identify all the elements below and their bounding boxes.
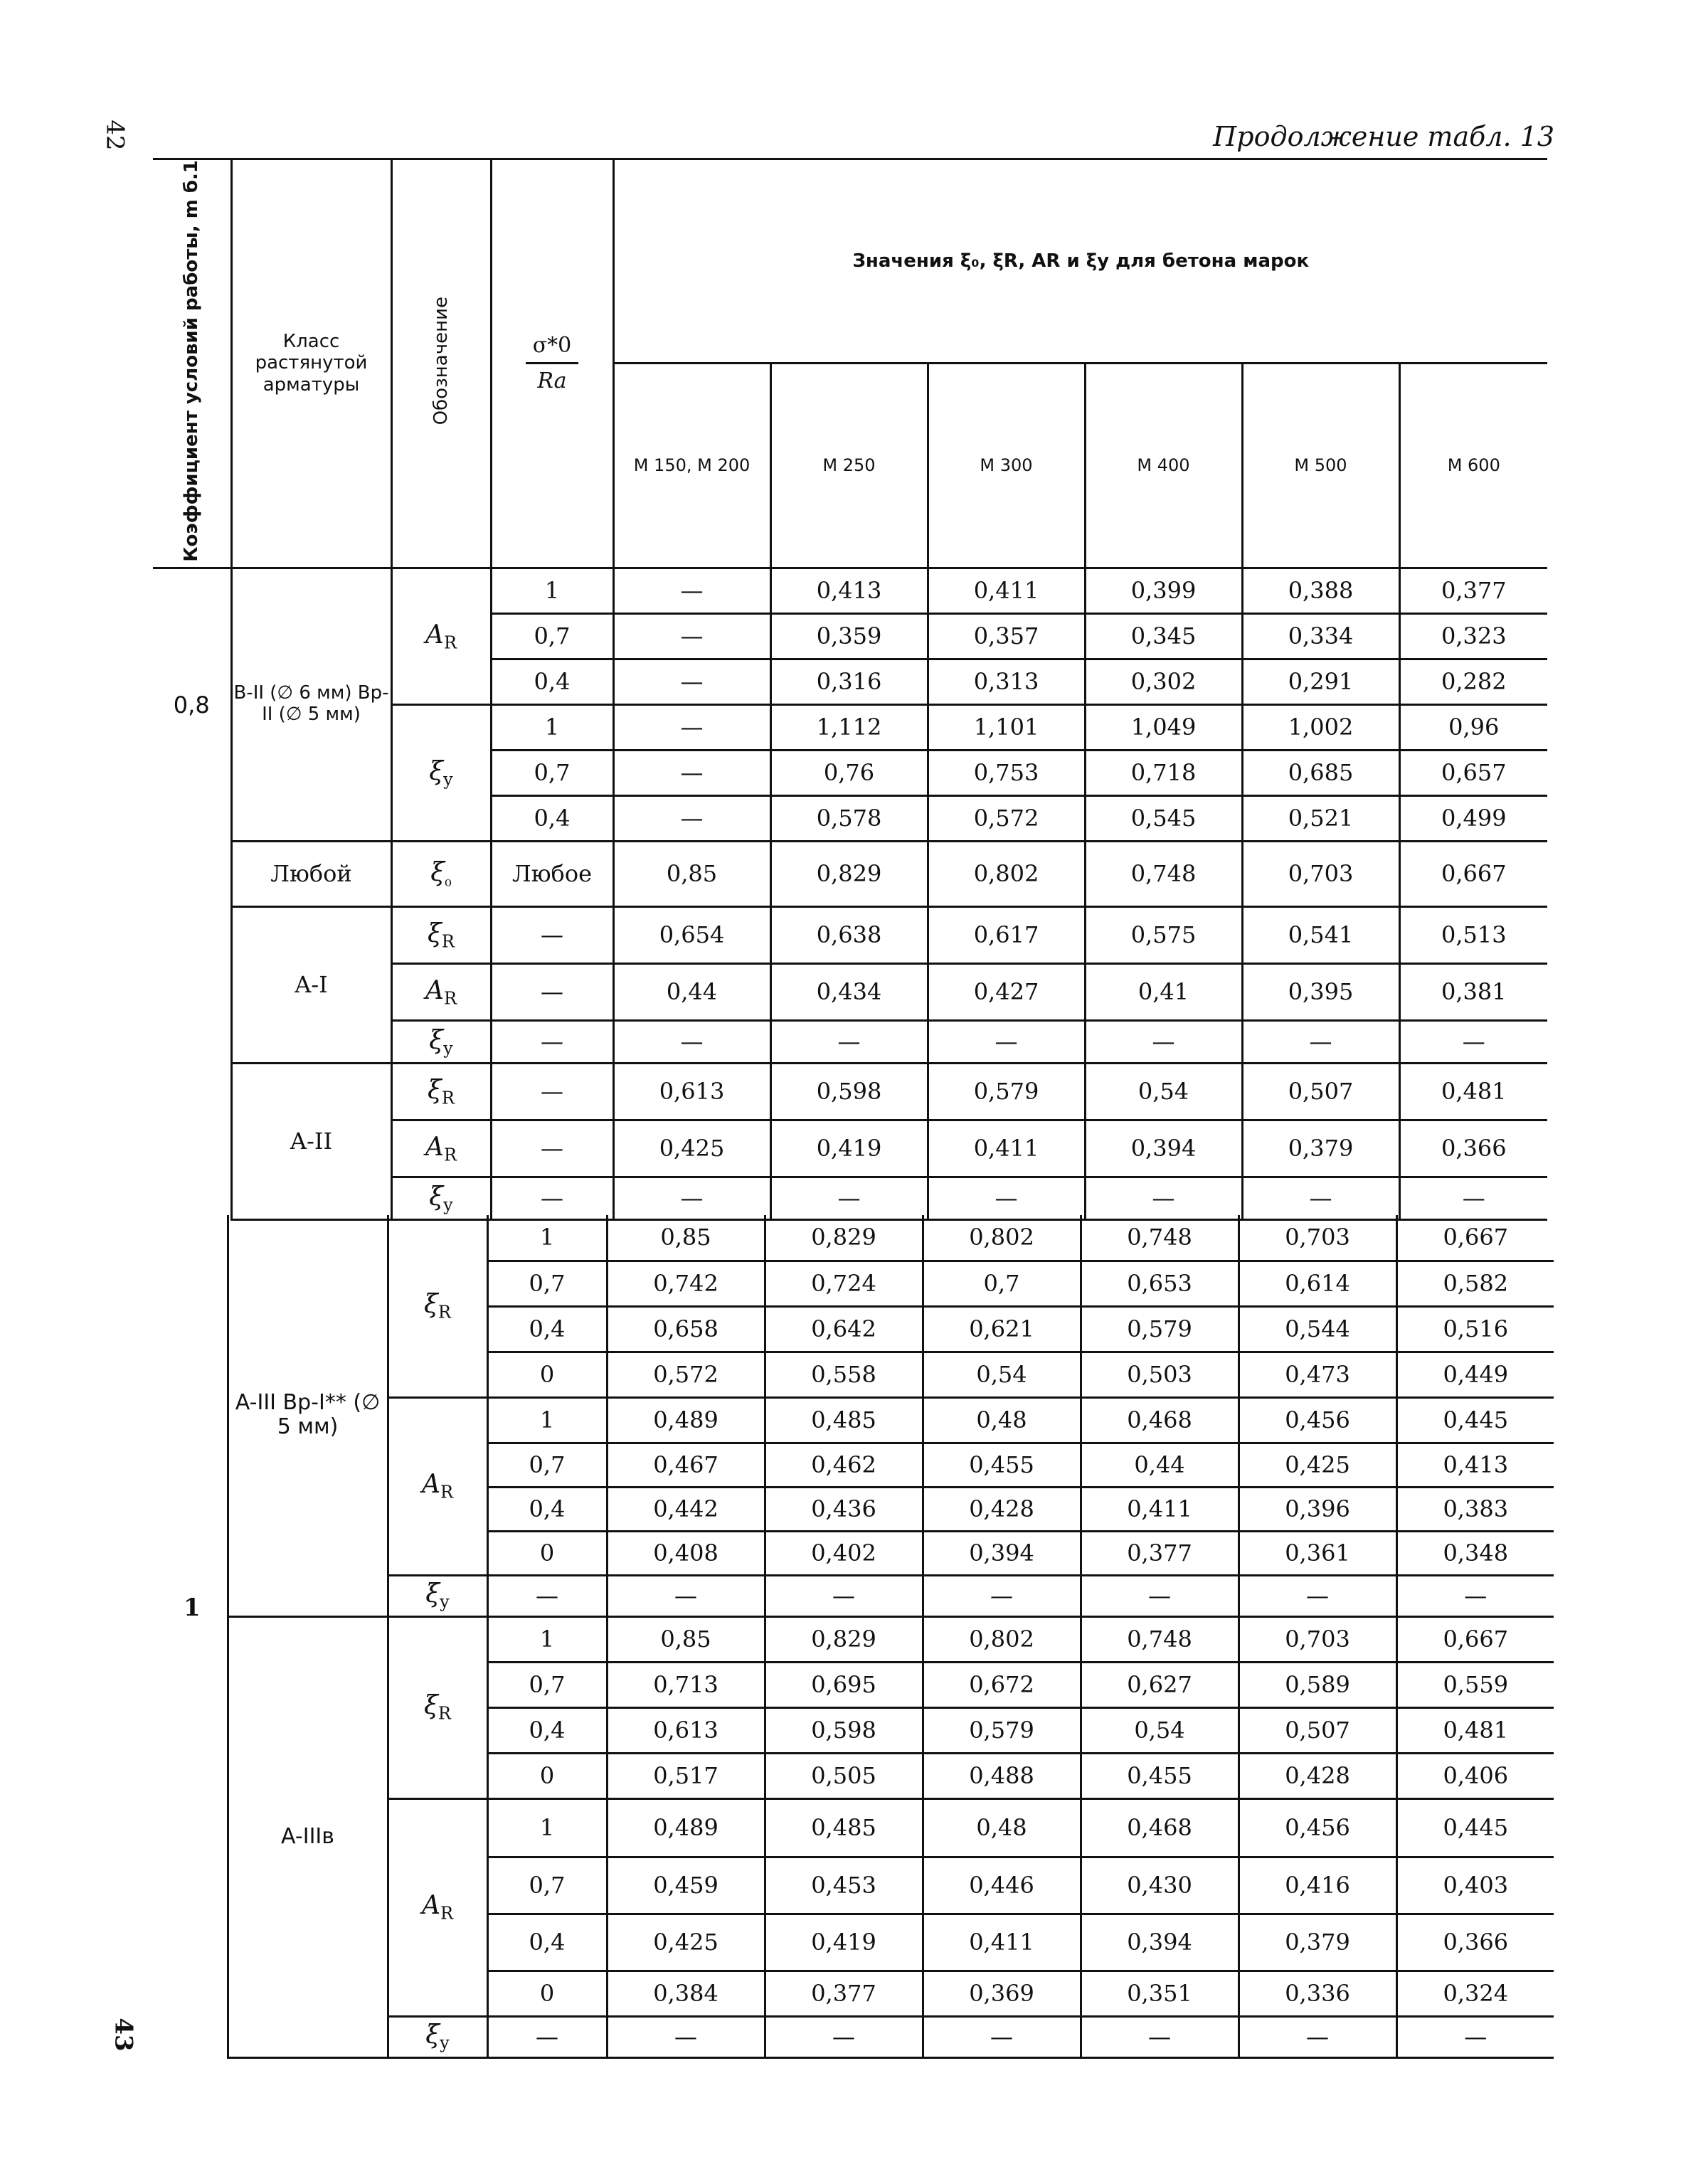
value-cell: 0,428 xyxy=(1239,1753,1396,1798)
value-cell: 0,802 xyxy=(923,1616,1081,1662)
value-cell: 0,442 xyxy=(607,1487,765,1531)
value-cell: 0,468 xyxy=(1081,1798,1239,1857)
value-cell: 0,425 xyxy=(613,1120,770,1177)
value-cell: 0,425 xyxy=(607,1914,765,1971)
value-cell: 0,667 xyxy=(1396,1215,1554,1261)
header-values: Значения ξ₀, ξR, AR и ξy для бетона марок xyxy=(613,159,1547,364)
value-cell: 0,724 xyxy=(765,1261,923,1306)
table-row xyxy=(228,1397,1554,1443)
value-cell: 0,403 xyxy=(1396,1857,1554,1914)
value-cell: — xyxy=(1081,2016,1239,2057)
header-designation: Обозначение xyxy=(391,159,491,568)
table-row xyxy=(228,1798,1554,1857)
value-cell: 0,334 xyxy=(1242,613,1399,659)
value-cell: 0,291 xyxy=(1242,659,1399,704)
value-cell: 0,657 xyxy=(1399,750,1547,795)
value-cell: 0,703 xyxy=(1239,1616,1396,1662)
value-cell: 0,598 xyxy=(765,1707,923,1753)
value-cell: — xyxy=(1081,1575,1239,1616)
value-cell: — xyxy=(613,795,770,841)
value-cell: 0,425 xyxy=(1239,1443,1396,1487)
ratio-cell: 0 xyxy=(487,1753,607,1798)
class-aiiib: A-IIIв xyxy=(228,1616,388,2057)
value-cell: — xyxy=(613,1177,770,1219)
value-cell: 0,485 xyxy=(765,1397,923,1443)
value-cell: 0,802 xyxy=(928,841,1085,906)
value-cell: 0,48 xyxy=(923,1397,1081,1443)
value-cell: 0,617 xyxy=(928,906,1085,963)
value-cell: — xyxy=(765,2016,923,2057)
value-cell: 0,384 xyxy=(607,1971,765,2016)
value-cell: 0,411 xyxy=(1081,1487,1239,1531)
value-cell: 0,54 xyxy=(1081,1707,1239,1753)
value-cell: 0,575 xyxy=(1085,906,1242,963)
designation-symbol: $A_R$ xyxy=(391,1120,491,1177)
value-cell: 1,002 xyxy=(1242,704,1399,750)
value-cell: 0,408 xyxy=(607,1531,765,1575)
value-cell: 0,742 xyxy=(607,1261,765,1306)
value-cell: 0,446 xyxy=(923,1857,1081,1914)
value-cell: 0,316 xyxy=(770,659,928,704)
value-cell: 0,44 xyxy=(613,963,770,1020)
class-aii: A-II xyxy=(231,1063,391,1219)
value-cell: 0,614 xyxy=(1239,1261,1396,1306)
value-cell: 0,481 xyxy=(1396,1707,1554,1753)
ratio-cell: 0,4 xyxy=(487,1914,607,1971)
grade-m600: М 600 xyxy=(1399,364,1547,568)
value-cell: 0,428 xyxy=(923,1487,1081,1531)
value-cell: — xyxy=(613,750,770,795)
value-cell: 1,101 xyxy=(928,704,1085,750)
grade-m500: М 500 xyxy=(1242,364,1399,568)
designation-symbol: $\xi_y$ xyxy=(391,1177,491,1219)
value-cell: 0,85 xyxy=(607,1215,765,1261)
table-part-1 xyxy=(153,158,1547,1221)
value-cell: 0,323 xyxy=(1399,613,1547,659)
ratio-cell: — xyxy=(487,1575,607,1616)
value-cell: 0,481 xyxy=(1399,1063,1547,1120)
value-cell: 0,516 xyxy=(1396,1306,1554,1352)
value-cell: 0,489 xyxy=(607,1798,765,1857)
value-cell: 0,313 xyxy=(928,659,1085,704)
value-cell: 0,541 xyxy=(1242,906,1399,963)
ratio-cell: — xyxy=(491,1120,613,1177)
grade-m300: М 300 xyxy=(928,364,1085,568)
value-cell: — xyxy=(613,704,770,750)
value-cell: 0,654 xyxy=(613,906,770,963)
value-cell: 0,748 xyxy=(1081,1616,1239,1662)
continuation-caption: Продолжение табл. 13 xyxy=(1213,121,1554,152)
value-cell: 0,416 xyxy=(1239,1857,1396,1914)
value-cell: 0,453 xyxy=(765,1857,923,1914)
value-cell: 0,427 xyxy=(928,963,1085,1020)
value-cell: — xyxy=(928,1177,1085,1219)
value-cell: — xyxy=(928,1020,1085,1063)
value-cell: 0,402 xyxy=(765,1531,923,1575)
coef-1-label: 1 xyxy=(184,1594,201,1622)
ratio-cell: 1 xyxy=(487,1798,607,1857)
value-cell: 0,589 xyxy=(1239,1662,1396,1707)
value-cell: 0,703 xyxy=(1242,841,1399,906)
coef-empty xyxy=(153,841,231,1219)
value-cell: 0,413 xyxy=(770,568,928,613)
value-cell: 0,499 xyxy=(1399,795,1547,841)
value-cell: 0,345 xyxy=(1085,613,1242,659)
value-cell: 0,507 xyxy=(1242,1063,1399,1120)
value-cell: 0,572 xyxy=(607,1352,765,1397)
ratio-cell: — xyxy=(491,963,613,1020)
value-cell: 0,473 xyxy=(1239,1352,1396,1397)
ratio-cell: 0,7 xyxy=(491,613,613,659)
value-cell: — xyxy=(1239,1575,1396,1616)
value-cell: — xyxy=(1396,2016,1554,2057)
value-cell: 0,578 xyxy=(770,795,928,841)
ratio-cell: 1 xyxy=(487,1215,607,1261)
class-ai: A-I xyxy=(231,906,391,1063)
value-cell: 0,366 xyxy=(1399,1120,1547,1177)
value-cell: 0,377 xyxy=(1399,568,1547,613)
value-cell: 0,613 xyxy=(607,1707,765,1753)
value-cell: 0,802 xyxy=(923,1215,1081,1261)
value-cell: 0,653 xyxy=(1081,1261,1239,1306)
value-cell: 0,545 xyxy=(1085,795,1242,841)
header-coef: Коэффициент условий работы, m б.1 xyxy=(153,159,231,568)
value-cell: 0,430 xyxy=(1081,1857,1239,1914)
ratio-cell: — xyxy=(491,1020,613,1063)
value-cell: 0,302 xyxy=(1085,659,1242,704)
value-cell: — xyxy=(923,1575,1081,1616)
value-cell: — xyxy=(607,1575,765,1616)
value-cell: 0,503 xyxy=(1081,1352,1239,1397)
value-cell: — xyxy=(613,613,770,659)
class-aiii: A-III Bp-I** (∅ 5 мм) xyxy=(228,1215,388,1616)
value-cell: 0,361 xyxy=(1239,1531,1396,1575)
table-row xyxy=(153,1063,1547,1120)
ratio-cell: 0,4 xyxy=(487,1487,607,1531)
table-part-2 xyxy=(228,1215,1554,2059)
value-cell: 0,411 xyxy=(923,1914,1081,1971)
value-cell: 0,394 xyxy=(923,1531,1081,1575)
value-cell: 0,48 xyxy=(923,1798,1081,1857)
value-cell: 0,713 xyxy=(607,1662,765,1707)
value-cell: 0,489 xyxy=(607,1397,765,1443)
value-cell: 0,445 xyxy=(1396,1798,1554,1857)
grade-m150: М 150, М 200 xyxy=(613,364,770,568)
designation-symbol: $A_R$ xyxy=(388,1397,487,1575)
page-number-top: 42 xyxy=(100,120,129,151)
value-cell: 0,381 xyxy=(1399,963,1547,1020)
value-cell: 0,462 xyxy=(765,1443,923,1487)
value-cell: 0,829 xyxy=(765,1616,923,1662)
value-cell: 0,572 xyxy=(928,795,1085,841)
designation-symbol: $A_R$ xyxy=(391,568,491,704)
ratio-cell: — xyxy=(491,1177,613,1219)
value-cell: 0,642 xyxy=(765,1306,923,1352)
value-cell: — xyxy=(770,1020,928,1063)
value-cell: 0,359 xyxy=(770,613,928,659)
table-row xyxy=(153,841,1547,906)
class-any: Любой xyxy=(231,841,391,906)
value-cell: — xyxy=(1239,2016,1396,2057)
value-cell: 0,379 xyxy=(1242,1120,1399,1177)
value-cell: 1,112 xyxy=(770,704,928,750)
value-cell: 0,377 xyxy=(1081,1531,1239,1575)
value-cell: — xyxy=(1399,1177,1547,1219)
value-cell: 0,544 xyxy=(1239,1306,1396,1352)
value-cell: 0,419 xyxy=(770,1120,928,1177)
value-cell: 0,521 xyxy=(1242,795,1399,841)
value-cell: 0,336 xyxy=(1239,1971,1396,2016)
value-cell: 0,76 xyxy=(770,750,928,795)
value-cell: 0,829 xyxy=(765,1215,923,1261)
designation-symbol: $A_R$ xyxy=(388,1798,487,2016)
value-cell: 0,351 xyxy=(1081,1971,1239,2016)
value-cell: 0,85 xyxy=(613,841,770,906)
value-cell: 0,748 xyxy=(1085,841,1242,906)
value-cell: — xyxy=(1396,1575,1554,1616)
header-sigma-ratio: $\frac{\sigma*0}{Ra}$ xyxy=(491,159,613,568)
value-cell: 0,579 xyxy=(923,1707,1081,1753)
value-cell: 0,703 xyxy=(1239,1215,1396,1261)
designation-symbol: $\xi_R$ xyxy=(391,1063,491,1120)
ratio-cell: — xyxy=(491,1063,613,1120)
value-cell: 0,517 xyxy=(607,1753,765,1798)
value-cell: 0,41 xyxy=(1085,963,1242,1020)
ratio-cell: 1 xyxy=(487,1397,607,1443)
value-cell: 0,685 xyxy=(1242,750,1399,795)
value-cell: 0,436 xyxy=(765,1487,923,1531)
value-cell: — xyxy=(613,659,770,704)
table-row xyxy=(228,1575,1554,1616)
table-row xyxy=(228,1215,1554,1261)
ratio-cell: 0,4 xyxy=(487,1707,607,1753)
value-cell: 0,613 xyxy=(613,1063,770,1120)
designation-symbol: $\xi_y$ xyxy=(388,1575,487,1616)
value-cell: 0,7 xyxy=(923,1261,1081,1306)
page-number-bottom: 43 xyxy=(109,2018,138,2052)
value-cell: 0,658 xyxy=(607,1306,765,1352)
value-cell: 0,394 xyxy=(1081,1914,1239,1971)
value-cell: 0,419 xyxy=(765,1914,923,1971)
value-cell: 0,396 xyxy=(1239,1487,1396,1531)
value-cell: 0,488 xyxy=(923,1753,1081,1798)
ratio-cell: 0,7 xyxy=(487,1857,607,1914)
value-cell: 0,667 xyxy=(1399,841,1547,906)
value-cell: 0,445 xyxy=(1396,1397,1554,1443)
value-cell: — xyxy=(607,2016,765,2057)
value-cell: 0,394 xyxy=(1085,1120,1242,1177)
value-cell: 0,96 xyxy=(1399,704,1547,750)
grade-m400: М 400 xyxy=(1085,364,1242,568)
value-cell: 0,598 xyxy=(770,1063,928,1120)
value-cell: 0,399 xyxy=(1085,568,1242,613)
value-cell: 0,627 xyxy=(1081,1662,1239,1707)
value-cell: — xyxy=(1399,1020,1547,1063)
ratio-cell: 0 xyxy=(487,1971,607,2016)
header-class: Класс растянутой арматуры xyxy=(231,159,391,568)
value-cell: 0,324 xyxy=(1396,1971,1554,2016)
value-cell: — xyxy=(1242,1020,1399,1063)
value-cell: 0,507 xyxy=(1239,1707,1396,1753)
ratio-cell: 1 xyxy=(487,1616,607,1662)
value-cell: 0,411 xyxy=(928,1120,1085,1177)
value-cell: 0,383 xyxy=(1396,1487,1554,1531)
value-cell: 0,748 xyxy=(1081,1215,1239,1261)
ratio-cell: 0,7 xyxy=(487,1261,607,1306)
ratio-cell: 0 xyxy=(487,1531,607,1575)
value-cell: 0,667 xyxy=(1396,1616,1554,1662)
value-cell: — xyxy=(770,1177,928,1219)
value-cell: 0,411 xyxy=(928,568,1085,613)
value-cell: 0,456 xyxy=(1239,1397,1396,1443)
value-cell: 0,579 xyxy=(1081,1306,1239,1352)
value-cell: 1,049 xyxy=(1085,704,1242,750)
designation-symbol: $A_R$ xyxy=(391,963,491,1020)
value-cell: 0,582 xyxy=(1396,1261,1554,1306)
ratio-cell: 1 xyxy=(491,704,613,750)
value-cell: 0,449 xyxy=(1396,1352,1554,1397)
ratio-cell: 0,4 xyxy=(491,659,613,704)
value-cell: 0,369 xyxy=(923,1971,1081,2016)
value-cell: 0,695 xyxy=(765,1662,923,1707)
value-cell: 0,638 xyxy=(770,906,928,963)
ratio-cell: 0,4 xyxy=(487,1306,607,1352)
value-cell: 0,718 xyxy=(1085,750,1242,795)
value-cell: — xyxy=(613,568,770,613)
class-bii: B-II (∅ 6 мм) Bp-II (∅ 5 мм) xyxy=(231,568,391,841)
value-cell: 0,357 xyxy=(928,613,1085,659)
value-cell: — xyxy=(765,1575,923,1616)
value-cell: 0,505 xyxy=(765,1753,923,1798)
value-cell: 0,434 xyxy=(770,963,928,1020)
value-cell: 0,672 xyxy=(923,1662,1081,1707)
designation-symbol: $\xi_y$ xyxy=(391,704,491,841)
ratio-cell: 0 xyxy=(487,1352,607,1397)
value-cell: 0,558 xyxy=(765,1352,923,1397)
value-cell: — xyxy=(923,2016,1081,2057)
designation-symbol: $\xi_y$ xyxy=(388,2016,487,2057)
ratio-cell: — xyxy=(491,906,613,963)
table-row xyxy=(228,2016,1554,2057)
value-cell: 0,54 xyxy=(923,1352,1081,1397)
value-cell: 0,377 xyxy=(765,1971,923,2016)
ratio-cell: 1 xyxy=(491,568,613,613)
value-cell: — xyxy=(613,1020,770,1063)
ratio-cell: 0,7 xyxy=(487,1662,607,1707)
value-cell: 0,413 xyxy=(1396,1443,1554,1487)
coef-value: 0,8 xyxy=(173,691,210,719)
value-cell: 0,513 xyxy=(1399,906,1547,963)
table-row xyxy=(228,1616,1554,1662)
value-cell: 0,753 xyxy=(928,750,1085,795)
value-cell: 0,388 xyxy=(1242,568,1399,613)
value-cell: 0,559 xyxy=(1396,1662,1554,1707)
value-cell: 0,455 xyxy=(1081,1753,1239,1798)
value-cell: — xyxy=(1242,1177,1399,1219)
value-cell: 0,456 xyxy=(1239,1798,1396,1857)
value-cell: 0,459 xyxy=(607,1857,765,1914)
designation-symbol: $\xi_{_0}$ xyxy=(391,841,491,906)
ratio-cell: 0,4 xyxy=(491,795,613,841)
designation-symbol: $\xi_R$ xyxy=(388,1215,487,1397)
value-cell: 0,579 xyxy=(928,1063,1085,1120)
value-cell: 0,467 xyxy=(607,1443,765,1487)
ratio-cell: Любое xyxy=(491,841,613,906)
value-cell: 0,468 xyxy=(1081,1397,1239,1443)
value-cell: 0,621 xyxy=(923,1306,1081,1352)
ratio-cell: — xyxy=(487,2016,607,2057)
value-cell: 0,44 xyxy=(1081,1443,1239,1487)
value-cell: 0,379 xyxy=(1239,1914,1396,1971)
value-cell: 0,348 xyxy=(1396,1531,1554,1575)
table-row xyxy=(153,906,1547,963)
value-cell: 0,85 xyxy=(607,1616,765,1662)
table-row xyxy=(153,568,1547,613)
value-cell: 0,406 xyxy=(1396,1753,1554,1798)
value-cell: 0,366 xyxy=(1396,1914,1554,1971)
value-cell: 0,395 xyxy=(1242,963,1399,1020)
designation-symbol: $\xi_R$ xyxy=(388,1616,487,1798)
ratio-cell: 0,7 xyxy=(487,1443,607,1487)
value-cell: 0,54 xyxy=(1085,1063,1242,1120)
value-cell: — xyxy=(1085,1177,1242,1219)
value-cell: 0,829 xyxy=(770,841,928,906)
value-cell: 0,455 xyxy=(923,1443,1081,1487)
value-cell: 0,282 xyxy=(1399,659,1547,704)
ratio-cell: 0,7 xyxy=(491,750,613,795)
value-cell: 0,485 xyxy=(765,1798,923,1857)
grade-m250: М 250 xyxy=(770,364,928,568)
designation-symbol: $\xi_y$ xyxy=(391,1020,491,1063)
value-cell: — xyxy=(1085,1020,1242,1063)
designation-symbol: $\xi_R$ xyxy=(391,906,491,963)
